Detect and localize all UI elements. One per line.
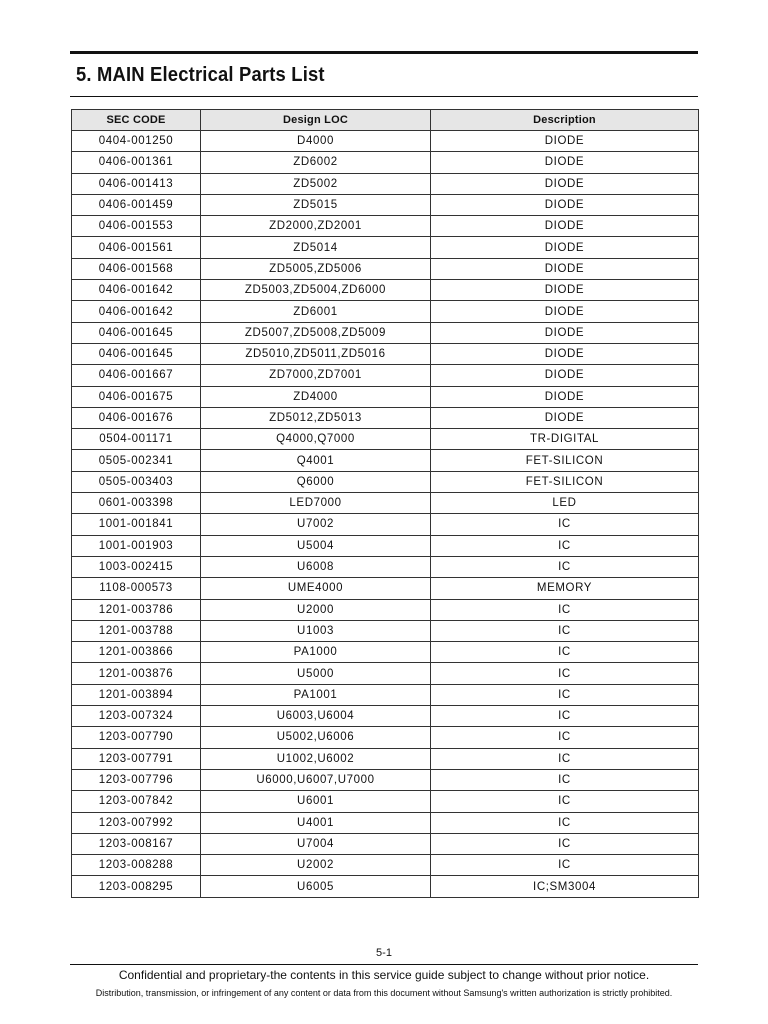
design-loc-cell: U7002 [201,514,431,535]
table-row [72,173,699,194]
table-row [72,812,699,833]
design-loc-cell: ZD7000,ZD7001 [201,365,431,386]
description-cell: DIODE [431,322,699,343]
design-loc-cell: ZD6001 [201,301,431,322]
description-cell: DIODE [431,216,699,237]
table-row [72,791,699,812]
design-loc-cell: ZD5015 [201,194,431,215]
sec-code-cell: 0406-001459 [72,194,201,215]
table-row [72,855,699,876]
sec-code-cell: 0406-001645 [72,322,201,343]
table-body [72,131,699,898]
description-cell: LED [431,493,699,514]
description-cell: IC [431,663,699,684]
description-cell: IC [431,684,699,705]
design-loc-cell: Q4000,Q7000 [201,429,431,450]
table-row [72,663,699,684]
description-cell: IC [431,855,699,876]
sec-code-cell: 1203-008167 [72,833,201,854]
sec-code-cell: 1203-007842 [72,791,201,812]
description-cell: IC [431,748,699,769]
sec-code-cell: 0406-001553 [72,216,201,237]
description-cell: FET-SILICON [431,471,699,492]
description-cell: FET-SILICON [431,450,699,471]
description-cell: IC [431,514,699,535]
table-row [72,706,699,727]
design-loc-cell: UME4000 [201,578,431,599]
description-cell: IC [431,812,699,833]
design-loc-cell: U5002,U6006 [201,727,431,748]
design-loc-cell: U6001 [201,791,431,812]
description-cell: DIODE [431,237,699,258]
sec-code-cell: 1201-003876 [72,663,201,684]
sec-code-cell: 1203-007324 [72,706,201,727]
sec-code-cell: 1108-000573 [72,578,201,599]
description-cell: IC [431,791,699,812]
sec-code-cell: 1203-008295 [72,876,201,897]
design-loc-cell: U7004 [201,833,431,854]
design-loc-cell: ZD5007,ZD5008,ZD5009 [201,322,431,343]
design-loc-cell: U6003,U6004 [201,706,431,727]
top-rule [70,51,698,54]
table-row [72,131,699,152]
sec-code-cell: 1001-001903 [72,535,201,556]
design-loc-cell: U4001 [201,812,431,833]
table-row [72,450,699,471]
table-row [72,386,699,407]
page-title: 5. MAIN Electrical Parts List [76,64,325,86]
description-cell: DIODE [431,365,699,386]
design-loc-cell: PA1000 [201,642,431,663]
sec-code-cell: 1203-007790 [72,727,201,748]
description-cell: IC [431,833,699,854]
column-header-description: Description [431,110,699,131]
description-cell: DIODE [431,131,699,152]
description-cell: DIODE [431,343,699,364]
sec-code-cell: 0505-003403 [72,471,201,492]
description-cell: DIODE [431,258,699,279]
sec-code-cell: 1003-002415 [72,556,201,577]
sec-code-cell: 0406-001413 [72,173,201,194]
table-row [72,322,699,343]
column-header-sec-code: SEC CODE [72,110,201,131]
design-loc-cell: U1003 [201,620,431,641]
design-loc-cell: ZD4000 [201,386,431,407]
description-cell: DIODE [431,173,699,194]
description-cell: TR-DIGITAL [431,429,699,450]
description-cell: DIODE [431,407,699,428]
design-loc-cell: U6008 [201,556,431,577]
description-cell: IC [431,620,699,641]
design-loc-cell: ZD5002 [201,173,431,194]
design-loc-cell: ZD5010,ZD5011,ZD5016 [201,343,431,364]
sec-code-cell: 0406-001645 [72,343,201,364]
table-row [72,258,699,279]
description-cell: MEMORY [431,578,699,599]
description-cell: IC;SM3004 [431,876,699,897]
sec-code-cell: 0406-001676 [72,407,201,428]
design-loc-cell: U1002,U6002 [201,748,431,769]
sec-code-cell: 0406-001667 [72,365,201,386]
table-row [72,301,699,322]
table-row [72,599,699,620]
table-row [72,280,699,301]
sec-code-cell: 0404-001250 [72,131,201,152]
sec-code-cell: 1201-003866 [72,642,201,663]
page-number: 5-1 [376,947,392,959]
table-row [72,514,699,535]
design-loc-cell: ZD5014 [201,237,431,258]
design-loc-cell: U6005 [201,876,431,897]
sec-code-cell: 1203-008288 [72,855,201,876]
table-row [72,556,699,577]
sec-code-cell: 0406-001361 [72,152,201,173]
table-row [72,642,699,663]
sec-code-cell: 1201-003894 [72,684,201,705]
table-row [72,493,699,514]
design-loc-cell: ZD5012,ZD5013 [201,407,431,428]
table-row [72,727,699,748]
table-row [72,365,699,386]
title-rule [70,96,698,97]
design-loc-cell: D4000 [201,131,431,152]
design-loc-cell: U6000,U6007,U7000 [201,769,431,790]
sec-code-cell: 1201-003788 [72,620,201,641]
design-loc-cell: U5000 [201,663,431,684]
sec-code-cell: 0601-003398 [72,493,201,514]
table-row [72,748,699,769]
table-header-row [72,110,699,131]
table-row [72,684,699,705]
sec-code-cell: 0406-001675 [72,386,201,407]
description-cell: IC [431,599,699,620]
sec-code-cell: 1203-007992 [72,812,201,833]
table-row [72,620,699,641]
sec-code-cell: 0406-001642 [72,280,201,301]
description-cell: DIODE [431,280,699,301]
description-cell: IC [431,642,699,663]
sec-code-cell: 0406-001561 [72,237,201,258]
design-loc-cell: U2002 [201,855,431,876]
column-header-design-loc: Design LOC [201,110,431,131]
table-row [72,343,699,364]
design-loc-cell: ZD5003,ZD5004,ZD6000 [201,280,431,301]
description-cell: DIODE [431,152,699,173]
table-row [72,876,699,897]
sec-code-cell: 0406-001642 [72,301,201,322]
description-cell: IC [431,706,699,727]
description-cell: DIODE [431,386,699,407]
description-cell: IC [431,556,699,577]
table-row [72,429,699,450]
design-loc-cell: U2000 [201,599,431,620]
design-loc-cell: LED7000 [201,493,431,514]
sec-code-cell: 1201-003786 [72,599,201,620]
design-loc-cell: Q6000 [201,471,431,492]
description-cell: DIODE [431,194,699,215]
sec-code-cell: 1203-007791 [72,748,201,769]
table-row [72,833,699,854]
sec-code-cell: 1001-001841 [72,514,201,535]
design-loc-cell: PA1001 [201,684,431,705]
description-cell: IC [431,769,699,790]
description-cell: IC [431,535,699,556]
confidential-notice: Confidential and proprietary-the contents in this service guide subject to change without prior notice. [118,968,650,982]
sec-code-cell: 1203-007796 [72,769,201,790]
design-loc-cell: ZD5005,ZD5006 [201,258,431,279]
sec-code-cell: 0505-002341 [72,450,201,471]
table-row [72,152,699,173]
table-row [72,407,699,428]
footer-rule [70,964,698,965]
description-cell: IC [431,727,699,748]
table-row [72,471,699,492]
sec-code-cell: 0504-001171 [72,429,201,450]
table-row [72,578,699,599]
table-row [72,237,699,258]
table-row [72,194,699,215]
design-loc-cell: U5004 [201,535,431,556]
table-row [72,769,699,790]
description-cell: DIODE [431,301,699,322]
table-row [72,535,699,556]
distribution-notice: Distribution, transmission, or infringement of any content or data from this document without Samsung's written authorization is strictly prohibited. [95,988,673,998]
sec-code-cell: 0406-001568 [72,258,201,279]
design-loc-cell: ZD2000,ZD2001 [201,216,431,237]
table-row [72,216,699,237]
design-loc-cell: ZD6002 [201,152,431,173]
design-loc-cell: Q4001 [201,450,431,471]
parts-table [71,109,699,898]
